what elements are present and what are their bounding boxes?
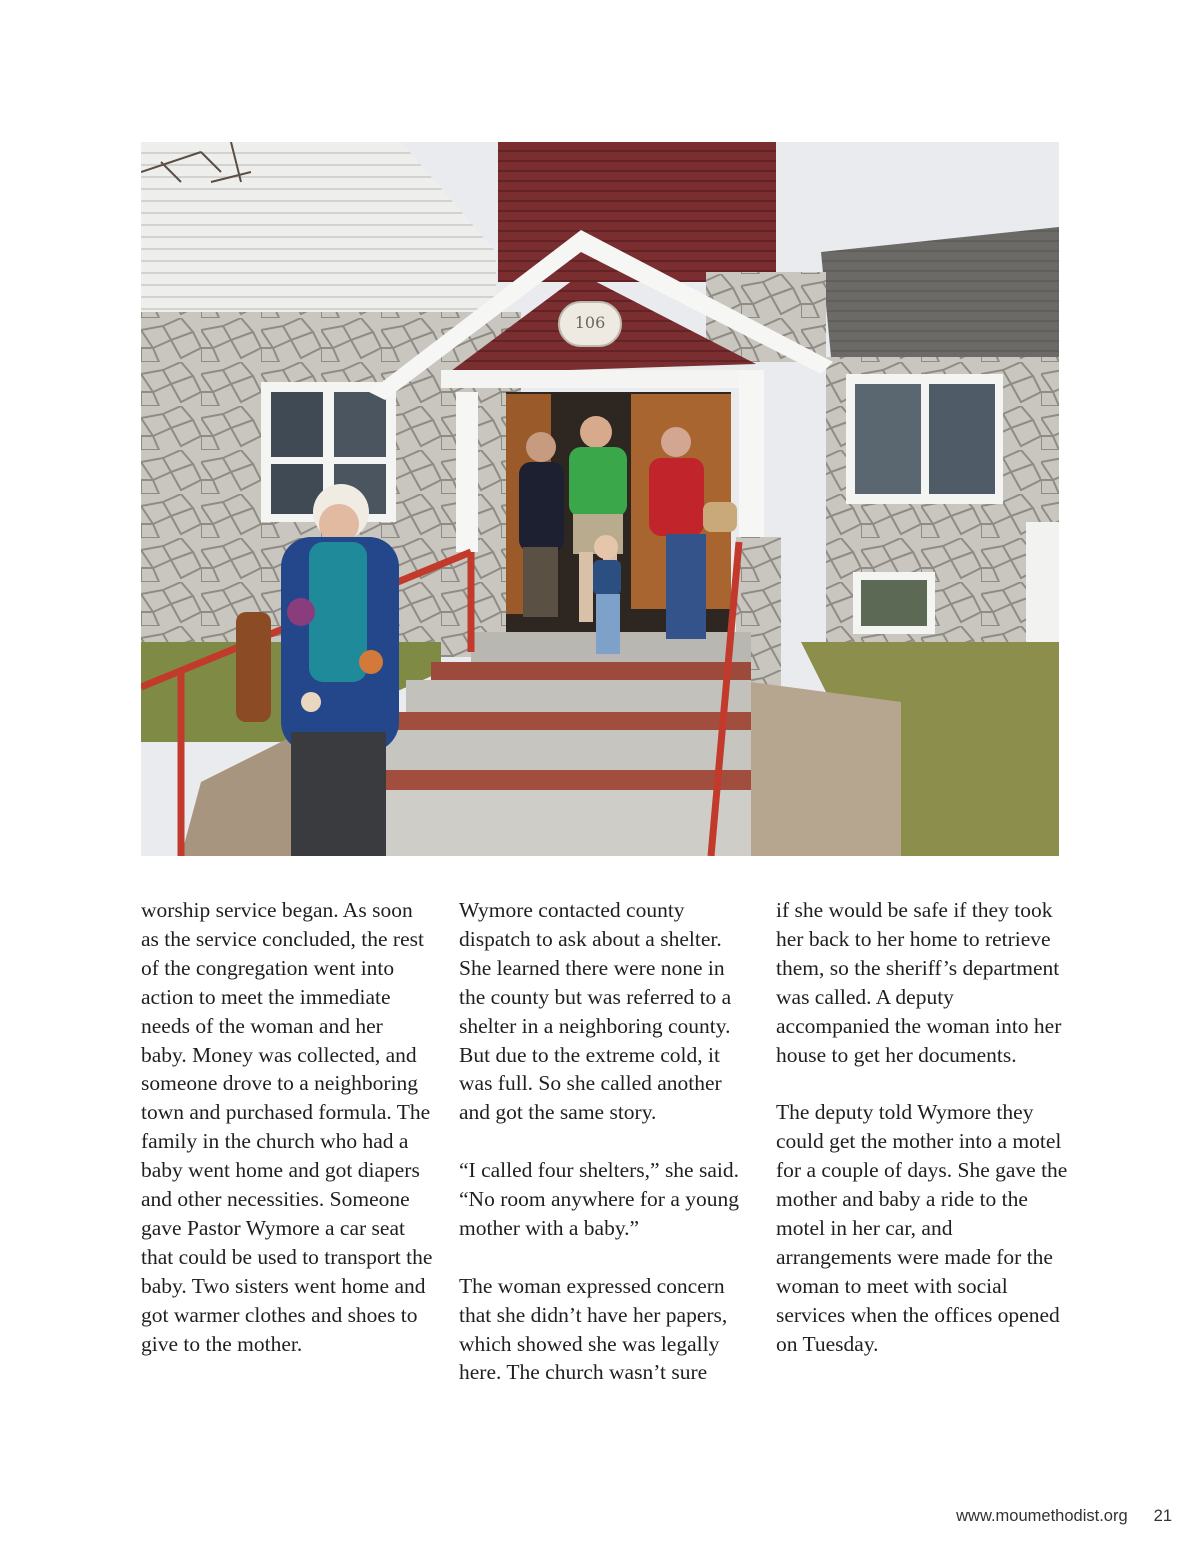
article-column-3 — [776, 896, 1068, 1387]
photo-illustration — [141, 142, 1059, 856]
footer-website[interactable]: www.moumethodist.org — [956, 1507, 1128, 1525]
address-sign-number: 106 — [574, 313, 606, 332]
paragraph: The woman expressed concern that she didn’t have her papers, which showed she was legally here. The church wasn’t sure — [459, 1273, 728, 1385]
paragraph: worship service began. As soon as the service concluded, the rest of the congregation went into action to meet the immediate needs of the woman and her baby. Money was collected, and someone drove to a neighboring town and purchased formula. The family in the church who had a baby went home and got diapers and other necessities. Someone gave Pastor Wymore a car seat that could be used to transport the baby. Two sisters went home and got warmer clothes and shoes to give to the mother. — [141, 898, 433, 1356]
article-column-2 — [459, 896, 751, 1416]
paragraph: “I called four shelters,” she said. “No room anywhere for a young mother with a baby.” — [459, 1158, 740, 1240]
paragraph: Wymore contacted county dispatch to ask about a shelter. She learned there were none in the county but was referred to a shelter in a neighboring county. But due to the extreme cold, it was full. So she called another and got the same story. — [459, 898, 732, 1125]
page-footer — [956, 1507, 1172, 1526]
article-column-1 — [141, 896, 433, 1387]
church-entrance-photo — [141, 142, 1059, 856]
page-number: 21 — [1153, 1507, 1172, 1525]
paragraph: if she would be safe if they took her back to her home to retrieve them, so the sheriff’s department was called. A deputy accompanied the woman into her house to get her documents. — [776, 898, 1062, 1067]
paragraph: The deputy told Wymore they could get the mother into a motel for a couple of days. She gave the mother and baby a ride to the motel in her car, and arrangements were made for the woman to meet with social services when the offices opened on Tuesday. — [776, 1100, 1068, 1356]
